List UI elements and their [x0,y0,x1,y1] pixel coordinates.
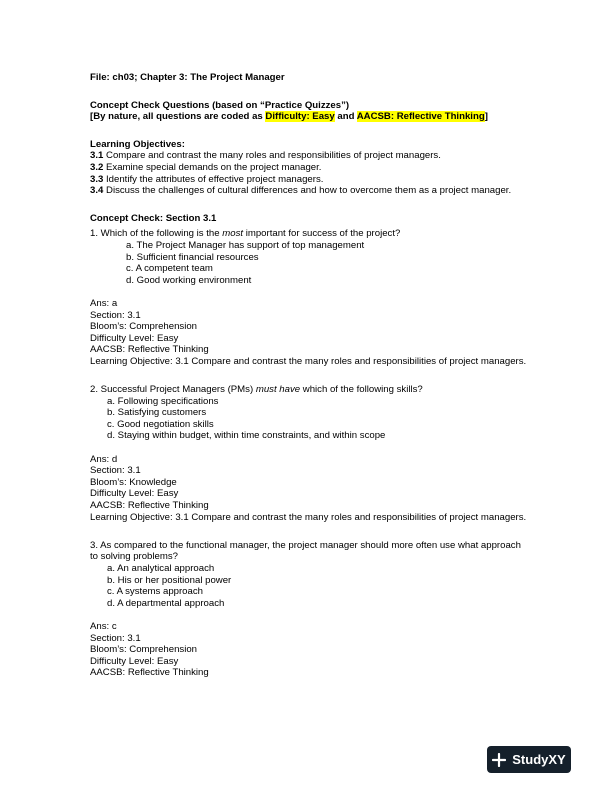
stem-text: which of the following skills? [300,384,423,396]
section-ref: Section: 3.1 [90,309,141,321]
difficulty-level: Difficulty Level: Easy [90,488,179,500]
aacsb-tag-line: AACSB: Reflective Thinking [90,500,209,511]
answer-option: a. Following specifications [107,395,219,407]
document-page [90,72,530,679]
difficulty-level: Difficulty Level: Easy [90,332,179,344]
answer-option: d. Staying within budget, within time constraints, and within scope [107,430,386,442]
learning-objective: Learning Objective: 3.1 Compare and contrast the many roles and responsibilities of project managers. [90,511,527,523]
intro-heading: Concept Check Questions (based on “Practice Quizzes”) [90,99,350,111]
difficulty-level: Difficulty Level: Easy [90,655,179,667]
objective-item [90,162,530,174]
answer-key: Ans: a [90,297,118,309]
studyxy-watermark [487,746,571,773]
answer-option: a. An analytical approach [107,562,215,574]
question-stem [90,228,530,240]
aacsb-tag: AACSB: Reflective Thinking [356,111,485,123]
answer-option: d. Good working environment [126,274,252,286]
question-2 [90,384,530,523]
objective-item [90,185,530,197]
plus-icon [492,753,506,767]
objective-text: Examine special demands on the project manager. [103,161,322,173]
objective-text: Compare and contrast the many roles and responsibilities of project managers. [103,150,441,162]
question-1 [90,228,530,367]
difficulty-tag: Difficulty: Easy [265,111,335,123]
question-stem [90,384,530,396]
coding-note-bracket: ] [484,111,488,123]
blooms-level: Bloom’s: Knowledge [90,476,177,488]
watermark-label: StudyXY [512,751,566,767]
objective-number: 3.2 [90,161,104,173]
answer-option: d. A departmental approach [107,597,225,609]
answer-option: b. His or her positional power [107,574,232,586]
aacsb-tag-line: AACSB: Reflective Thinking [90,344,209,356]
stem-text: important for success of the project? [243,228,401,240]
objective-text: Discuss the challenges of cultural differences and how to overcome them as a project manager. [103,185,512,197]
answer-option: a. The Project Manager has support of top management [126,239,365,251]
answer-option: b. Sufficient financial resources [126,251,259,263]
question-3 [90,540,530,679]
answer-key: Ans: d [90,453,118,465]
answer-option: b. Satisfying customers [107,407,207,419]
answer-option: c. A systems approach [107,586,203,598]
coding-note-and: and [334,111,357,123]
objective-number: 3.1 [90,150,104,162]
answer-option: c. Good negotiation skills [107,418,214,430]
question-stem: 3. As compared to the functional manager, the project manager should more often use what approach to solving problems? [90,539,521,563]
stem-emphasis: must have [255,384,301,396]
stem-text: 2. Successful Project Managers (PMs) [90,384,256,396]
stem-emphasis: most [222,228,244,240]
objective-item [90,174,530,186]
file-line: File: ch03; Chapter 3: The Project Manager [90,72,285,83]
section-ref: Section: 3.1 [90,632,141,644]
objective-item [90,150,530,162]
answer-option: c. A competent team [126,263,213,275]
stem-text: 1. Which of the following is the [90,228,223,240]
blooms-level: Bloom’s: Comprehension [90,644,198,656]
aacsb-tag-line: AACSB: Reflective Thinking [90,667,209,679]
objectives-heading: Learning Objectives: [90,138,185,150]
objective-number: 3.3 [90,173,104,185]
blooms-level: Bloom’s: Comprehension [90,321,198,333]
objective-number: 3.4 [90,185,104,197]
section-heading: Concept Check: Section 3.1 [90,212,217,224]
answer-key: Ans: c [90,620,117,632]
section-ref: Section: 3.1 [90,465,141,477]
objective-text: Identify the attributes of effective project managers. [103,173,324,185]
coding-note [90,111,530,123]
learning-objective: Learning Objective: 3.1 Compare and contrast the many roles and responsibilities of project managers. [90,355,527,367]
coding-note-prefix: [By nature, all questions are coded as [90,111,266,123]
